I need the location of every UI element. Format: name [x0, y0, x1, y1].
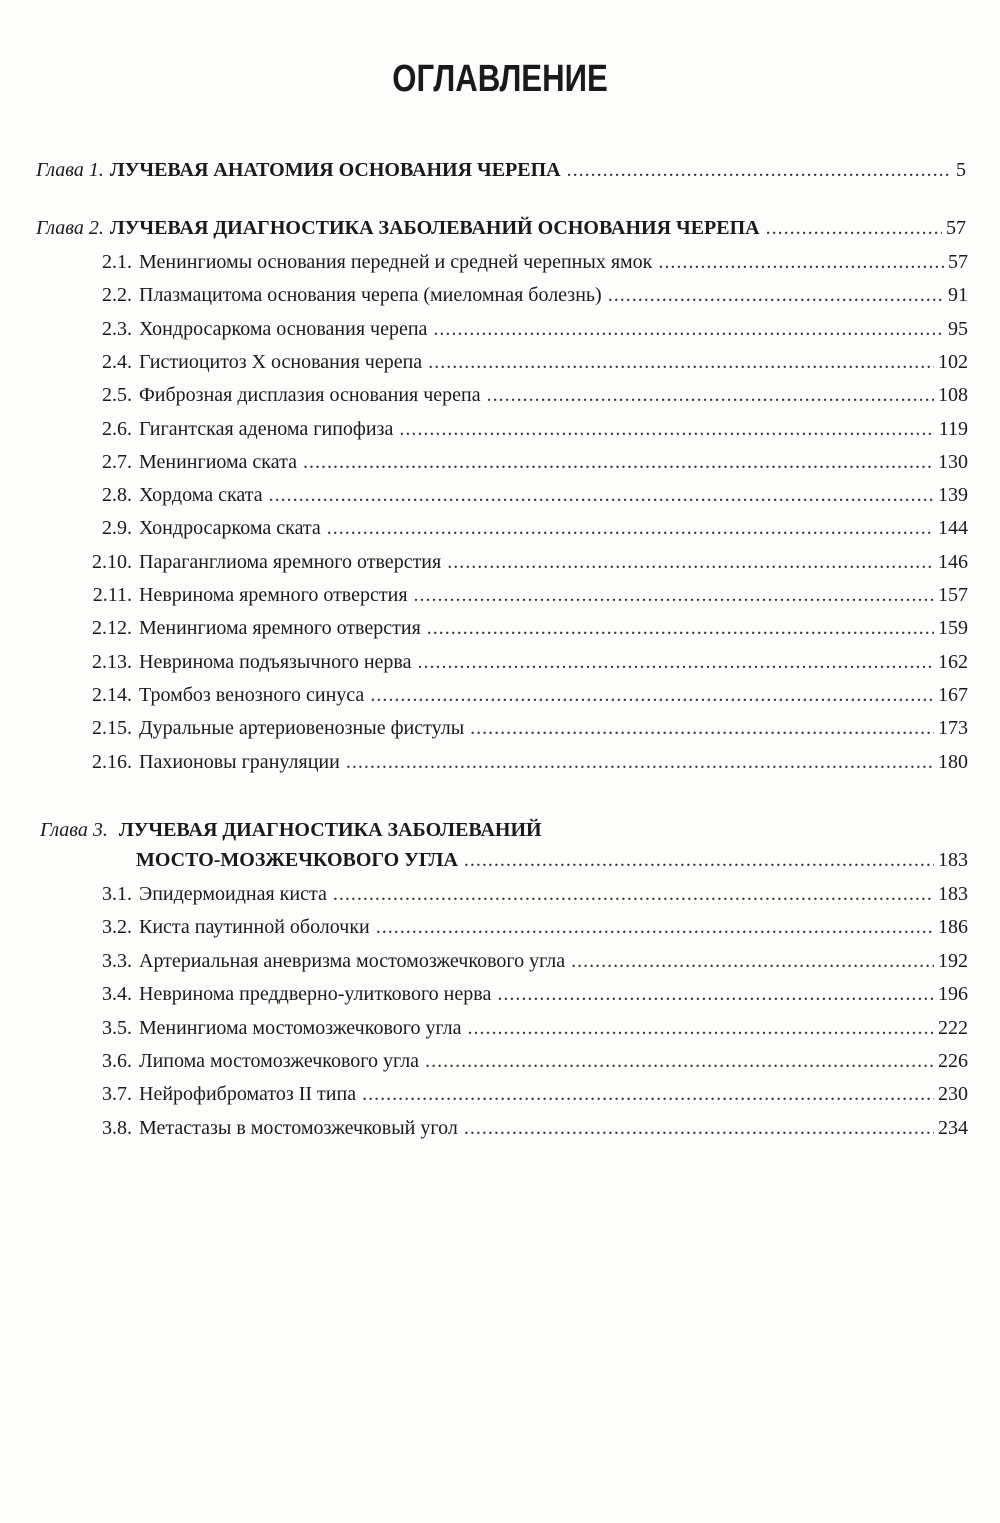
toc-section[interactable]	[80, 383, 968, 407]
chapter-title: ЛУЧЕВАЯ АНАТОМИЯ ОСНОВАНИЯ ЧЕРЕПА	[109, 159, 561, 181]
section-title: Артериальная аневризма мостомозжечкового угла	[139, 949, 566, 972]
leader-dots	[425, 1049, 934, 1073]
toc-section[interactable]	[80, 915, 968, 939]
section-title: Хондросаркома ската	[139, 517, 321, 540]
page-number: 196	[938, 983, 968, 1006]
section-number: 3.7.	[102, 1083, 132, 1106]
leader-dots	[376, 915, 934, 939]
page-number: 139	[938, 484, 968, 507]
toc-section[interactable]	[80, 450, 968, 474]
toc-section[interactable]	[80, 1082, 968, 1106]
toc-chapter-2[interactable]	[36, 216, 966, 240]
section-title: Параганглиома яремного отверстия	[139, 550, 442, 573]
page-number: 173	[938, 717, 968, 740]
section-title: Фиброзная дисплазия основания черепа	[139, 384, 481, 407]
leader-dots	[417, 650, 934, 674]
section-title: Невринома яремного отверстия	[139, 584, 408, 606]
section-title: Гигантская аденома гипофиза	[139, 417, 394, 440]
toc-section[interactable]	[80, 417, 968, 441]
section-title: Менингиомы основания передней и средней черепных ямок	[139, 251, 653, 273]
toc-section[interactable]	[80, 949, 968, 973]
toc-section[interactable]	[80, 882, 968, 906]
leader-dots	[571, 949, 934, 973]
section-number: 2.16.	[92, 750, 132, 773]
leader-dots	[427, 616, 934, 640]
section-title: Гистиоцитоз Х основания черепа	[139, 350, 423, 373]
page-number: 183	[938, 883, 968, 905]
leader-dots	[470, 716, 934, 740]
section-number: 2.4.	[102, 350, 132, 373]
leader-dots	[608, 283, 944, 307]
page-number: 183	[938, 849, 968, 871]
page-number: 146	[938, 550, 968, 573]
leader-dots	[362, 1082, 934, 1106]
page-number: 95	[948, 317, 968, 340]
leader-dots	[428, 350, 934, 374]
leader-dots	[414, 583, 934, 607]
chapter-label: Глава 2.	[36, 217, 104, 239]
section-number: 2.10.	[92, 550, 132, 573]
leader-dots	[497, 982, 934, 1006]
section-number: 2.11.	[92, 584, 132, 606]
toc-section[interactable]	[80, 483, 968, 507]
chapter-title-line1: ЛУЧЕВАЯ ДИАГНОСТИКА ЗАБОЛЕВАНИЙ	[118, 819, 542, 841]
leader-dots	[766, 216, 942, 240]
chapter-label: Глава 1.	[36, 159, 104, 181]
section-number: 2.12.	[92, 617, 132, 640]
leader-dots	[487, 383, 934, 407]
toc-section[interactable]	[80, 650, 968, 674]
section-number: 3.1.	[102, 883, 132, 905]
section-title: Менингиома мостомозжечкового угла	[139, 1016, 462, 1039]
section-title: Менингиома яремного отверстия	[139, 617, 421, 640]
leader-dots	[303, 450, 934, 474]
toc-section[interactable]	[80, 250, 968, 274]
page-number: 108	[938, 384, 968, 407]
section-number: 3.8.	[102, 1116, 132, 1139]
section-title: Липома мостомозжечкового угла	[139, 1050, 420, 1072]
chapter-title: ЛУЧЕВАЯ ДИАГНОСТИКА ЗАБОЛЕВАНИЙ ОСНОВАНИЯ ЧЕРЕПА	[109, 217, 760, 239]
toc-section[interactable]	[80, 583, 968, 607]
page-number: 102	[938, 350, 968, 373]
section-number: 2.2.	[102, 284, 132, 307]
page-number: 91	[948, 284, 968, 307]
toc-section[interactable]	[80, 1116, 968, 1140]
section-title: Метастазы в мостомозжечковый угол	[139, 1116, 458, 1139]
page-number: 57	[948, 251, 968, 273]
leader-dots	[370, 683, 934, 707]
page-number: 162	[938, 650, 968, 673]
leader-dots	[399, 417, 934, 441]
section-title: Эпидермоидная киста	[139, 883, 327, 905]
leader-dots	[658, 250, 944, 274]
page-number: 230	[938, 1083, 968, 1106]
section-title: Невринома подъязычного нерва	[139, 650, 412, 673]
section-number: 3.5.	[102, 1016, 132, 1039]
toc-chapter-3-heading[interactable]	[40, 818, 542, 842]
page-number: 159	[938, 617, 968, 640]
section-title: Тромбоз венозного синуса	[139, 683, 365, 706]
leader-dots	[346, 750, 934, 774]
section-title: Менингиома ската	[139, 450, 297, 473]
section-number: 2.15.	[92, 717, 132, 740]
toc-section[interactable]	[80, 616, 968, 640]
leader-dots	[464, 848, 934, 872]
leader-dots	[327, 516, 934, 540]
section-number: 2.3.	[102, 317, 132, 340]
page-number: 167	[938, 683, 968, 706]
leader-dots	[269, 483, 934, 507]
leader-dots	[333, 882, 934, 906]
leader-dots	[464, 1116, 934, 1140]
leader-dots	[468, 1016, 935, 1040]
chapter-title-line2: МОСТО-МОЗЖЕЧКОВОГО УГЛА	[136, 849, 458, 871]
page-number: 5	[956, 159, 966, 181]
page-number: 180	[938, 750, 968, 773]
toc-section[interactable]	[80, 1016, 968, 1040]
leader-dots	[433, 317, 944, 341]
toc-section[interactable]	[80, 1049, 968, 1073]
page-number: 222	[938, 1016, 968, 1039]
section-number: 2.8.	[102, 484, 132, 507]
section-number: 3.4.	[102, 983, 132, 1006]
toc-chapter-1[interactable]	[36, 158, 966, 182]
leader-dots	[567, 158, 952, 182]
toc-section[interactable]	[80, 982, 968, 1006]
toc-section[interactable]	[80, 683, 968, 707]
section-number: 3.3.	[102, 949, 132, 972]
page-number: 130	[938, 450, 968, 473]
section-title: Невринома преддверно-улиткового нерва	[139, 983, 492, 1006]
section-number: 2.5.	[102, 384, 132, 407]
page-number: 192	[938, 949, 968, 972]
toc-section[interactable]	[80, 550, 968, 574]
section-title: Хордома ската	[139, 484, 263, 507]
section-number: 3.2.	[102, 916, 132, 939]
toc-section[interactable]	[80, 716, 968, 740]
page-number: 157	[938, 584, 968, 606]
section-title: Хондросаркома основания черепа	[139, 317, 428, 340]
leader-dots	[447, 550, 934, 574]
section-number: 2.14.	[92, 683, 132, 706]
section-number: 2.1.	[102, 251, 132, 273]
toc-section[interactable]	[80, 750, 968, 774]
chapter-label: Глава 3.	[40, 819, 108, 841]
page-number: 57	[946, 217, 966, 239]
section-title: Плазмацитома основания черепа (миеломная болезнь)	[139, 284, 602, 307]
toc-section[interactable]	[80, 317, 968, 341]
section-title: Пахионовы грануляции	[139, 750, 340, 773]
page-number: 144	[938, 517, 968, 540]
section-number: 2.9.	[102, 517, 132, 540]
page-number: 226	[938, 1050, 968, 1072]
section-title: Дуральные артериовенозные фистулы	[139, 717, 465, 740]
page-number: 234	[938, 1116, 968, 1139]
section-number: 2.6.	[102, 417, 132, 440]
section-number: 3.6.	[102, 1050, 132, 1072]
section-title: Киста паутинной оболочки	[139, 916, 370, 939]
page-number: 186	[938, 916, 968, 939]
toc-section[interactable]	[80, 283, 968, 307]
toc-section[interactable]	[80, 350, 968, 374]
section-number: 2.13.	[92, 650, 132, 673]
section-number: 2.7.	[102, 450, 132, 473]
page-number: 119	[938, 417, 968, 440]
page-title: ОГЛАВЛЕНИЕ	[392, 58, 608, 100]
toc-section[interactable]	[80, 516, 968, 540]
section-title: Нейрофиброматоз II типа	[139, 1083, 357, 1106]
toc-chapter-3[interactable]	[136, 848, 968, 872]
